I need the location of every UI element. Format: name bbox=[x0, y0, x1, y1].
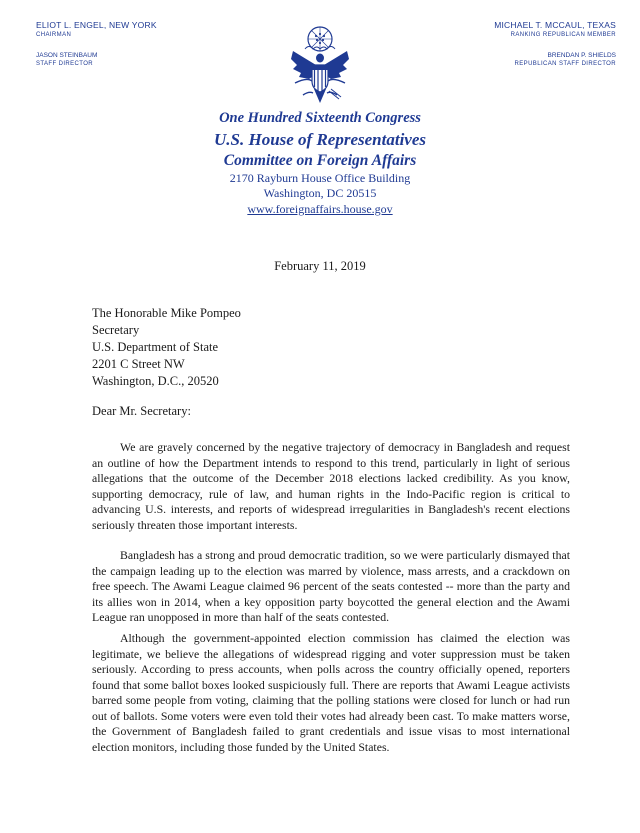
ranking-member-role: RANKING REPUBLICAN MEMBER bbox=[510, 32, 616, 38]
salutation: Dear Mr. Secretary: bbox=[92, 404, 191, 418]
chairman-role: CHAIRMAN bbox=[36, 32, 72, 38]
house-line: U.S. House of Representatives bbox=[213, 130, 427, 149]
recipient-address bbox=[92, 305, 241, 390]
recipient-department: U.S. Department of State bbox=[92, 340, 219, 354]
ranking-member-name: MICHAEL T. MCCAUL, TEXAS bbox=[494, 20, 616, 30]
staff-director-role: STAFF DIRECTOR bbox=[36, 61, 94, 67]
recipient-city: Washington, D.C., 20520 bbox=[92, 374, 219, 388]
chairman-block bbox=[36, 20, 157, 68]
republican-staff-name: BRENDAN P. SHIELDS bbox=[547, 52, 616, 59]
recipient-name: The Honorable Mike Pompeo bbox=[92, 306, 241, 320]
city-zip-line: Washington, DC 20515 bbox=[263, 186, 377, 200]
office-building-line: 2170 Rayburn House Office Building bbox=[229, 171, 411, 185]
recipient-title: Secretary bbox=[92, 323, 140, 337]
ranking-member-block bbox=[494, 20, 616, 68]
website-link[interactable]: www.foreignaffairs.house.gov bbox=[247, 202, 393, 216]
recipient-street: 2201 C Street NW bbox=[92, 357, 185, 371]
letter-date: February 11, 2019 bbox=[274, 259, 366, 273]
body-paragraph-1: We are gravely concerned by the negative trajectory of democracy in Bangladesh and request an outline of how the Department intends to respond to this trend, particularly in light of serious allegations that the outcome of the December 2018 elections lacked credibility. As you know, supporting democracy, rule of law, and human rights in the Indo-Pacific region is critical to advancing U.S. interests, and reports of widespread irregularities in Bangladesh's recent elections seriously threaten those important interests. bbox=[92, 440, 570, 532]
committee-line: Committee on Foreign Affairs bbox=[223, 152, 417, 169]
great-seal-eagle-icon bbox=[281, 25, 359, 111]
congress-line: One Hundred Sixteenth Congress bbox=[219, 110, 421, 126]
body-paragraph-3: Although the government-appointed election commission has claimed the election was legitimate, we believe the allegations of widespread rigging and voter suppression must be taken seriously. According to press accounts, when polls across the country officially opened, reporters found that some ballot boxes looked suspiciously full. There are reports that Awami League activists barred some people from voting, claiming that the polling stations were closed for lunch or had run out of ballots. Some voters were even told their votes had already been cast. To make matters worse, the Government of Bangladesh failed to grant credentials and issue visas to most international election monitors, including those funded by the United States. bbox=[92, 631, 570, 754]
republican-staff-role: REPUBLICAN STAFF DIRECTOR bbox=[514, 61, 616, 67]
chairman-name: ELIOT L. ENGEL, NEW YORK bbox=[36, 20, 157, 30]
body-paragraph-2: Bangladesh has a strong and proud democratic tradition, so we were particularly dismayed that the campaign leading up to the election was marred by violence, mass arrests, and a crackdown on free speech. The Awami League claimed 96 percent of the seats contested -- more than the party and its allies won in 2014, when a key opposition party boycotted the general election and the Awami League ran unopposed in more than half of the seats contested. bbox=[92, 548, 570, 624]
committee-masthead bbox=[0, 108, 640, 217]
staff-director-name: JASON STEINBAUM bbox=[36, 52, 98, 59]
